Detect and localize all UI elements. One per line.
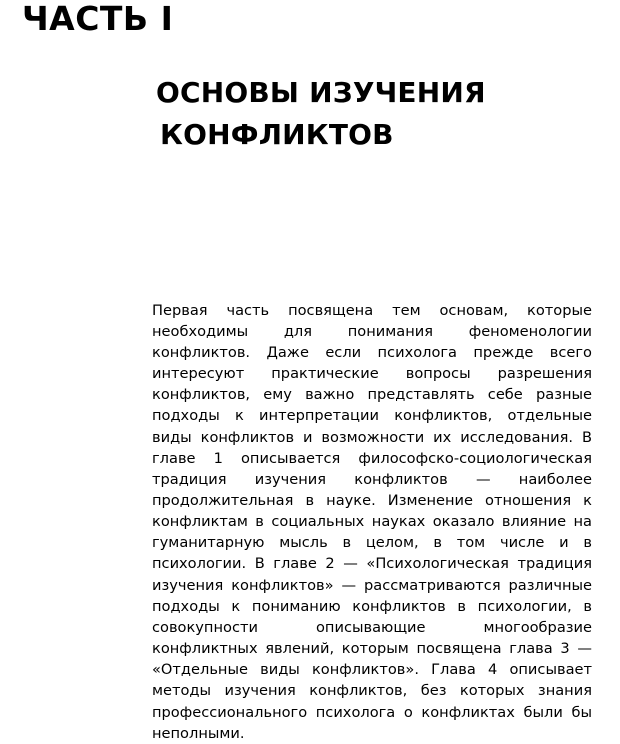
- part-title-line-2: КОНФЛИКТОВ: [160, 118, 394, 151]
- intro-paragraph: Первая часть посвящена тем основам, которые необходимы для понимания феноменологии конфликтов. Даже если психолога прежде всего интересуют практические вопросы разрешения конфликтов, ему важно представлять себе разные подходы к интерпретации конфликтов, отдельные виды конфликтов и возможности их исследования. В главе 1 описывается философско-социологическая традиция изучения конфликтов — наиболее продолжительная в науке. Изменение отношения к конфликтам в социальных науках оказало влияние на гуманитарную мысль в целом, в том числе и в психологии. В главе 2 — «Психологическая традиция изучения конфликтов» — рассматриваются различные подходы к пониманию конфликтов в психологии, в совокупности описывающие многообразие конфликтных явлений, которым посвящена глава 3 — «Отдельные виды конфликтов». Глава 4 описывает методы изучения конфликтов, без которых знания профессионального психолога о конфликтах были бы неполными.: [152, 301, 592, 742]
- part-title: [150, 72, 590, 156]
- part-title-line-1: ОСНОВЫ ИЗУЧЕНИЯ: [156, 76, 486, 109]
- part-label: ЧАСТЬ I: [22, 0, 174, 38]
